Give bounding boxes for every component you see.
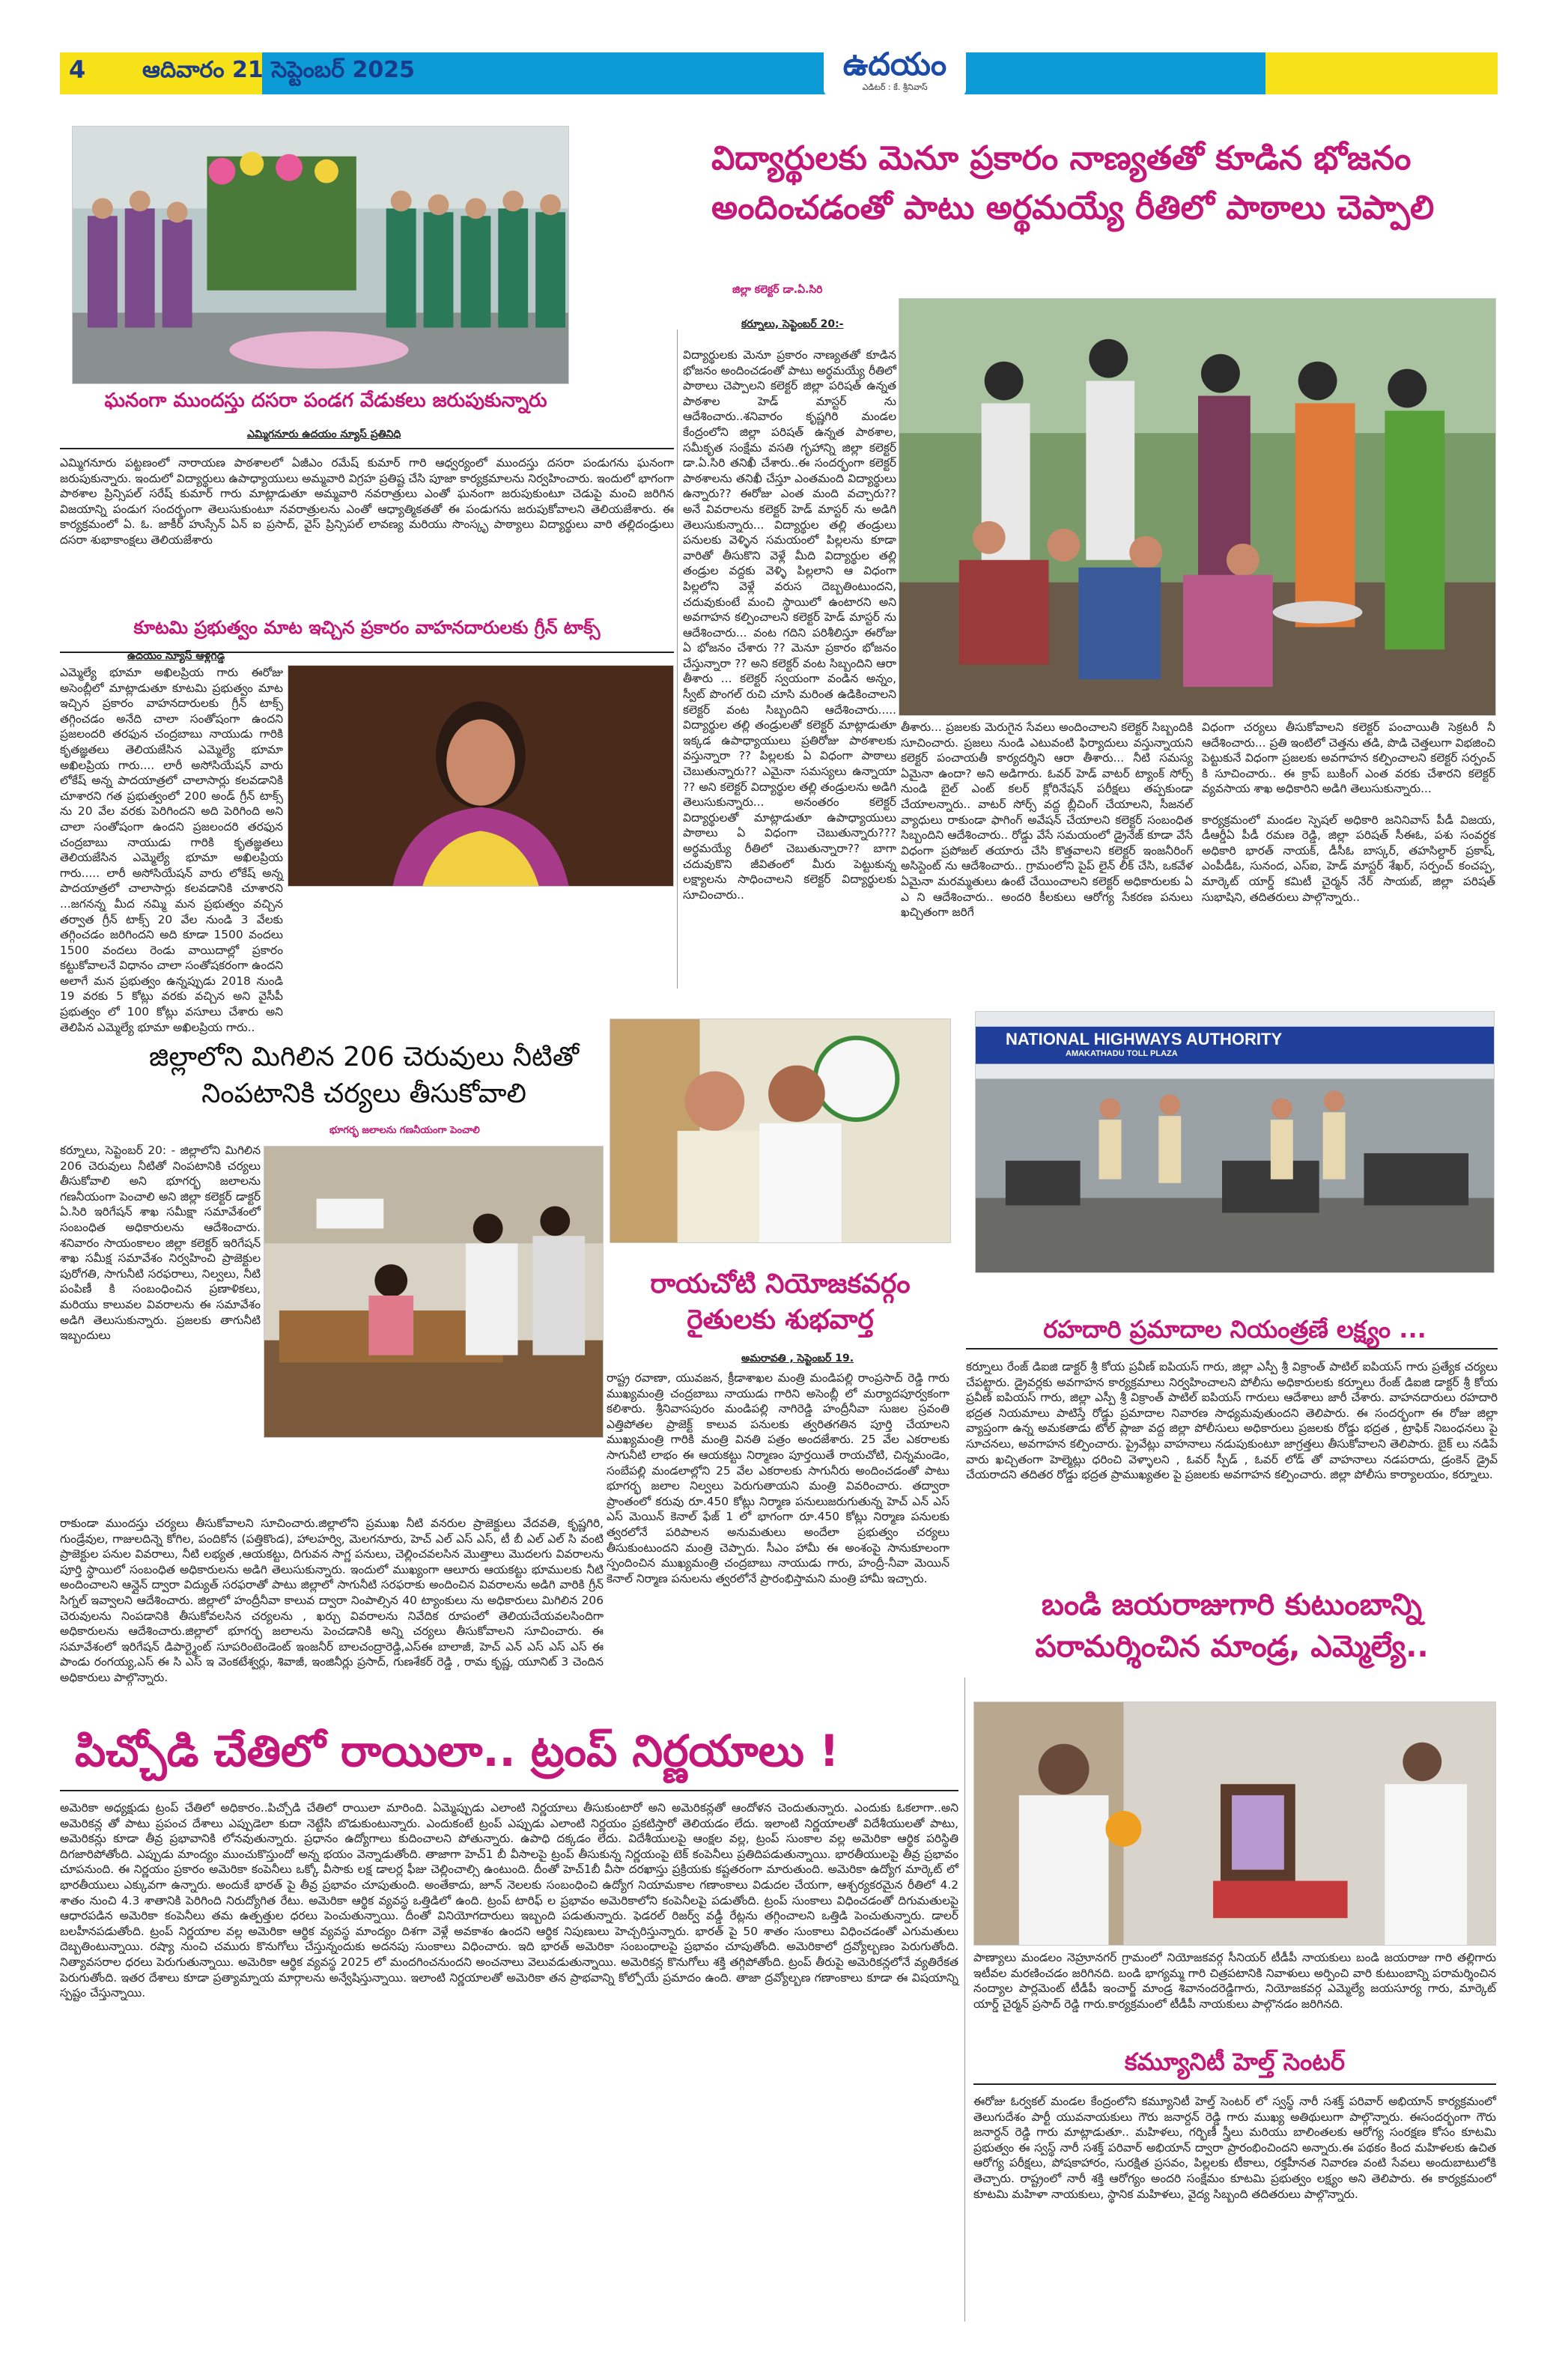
lunch-body-col3: విధంగా చర్యలు తీసుకోవాలని కలెక్టర్ పంచాయితీ సెక్రటరీ నీ ఆదేశించారు... ప్రతి ఇంటిలో చెత్తను తడి, పొడి చెత్తలుగా విభజించి పెట్టుకునే విధంగా ప్రజలకు అవగాహన కల్పించాలని కలెక్టర్ సర్పంచ్ కి సూచించారు.. ఈ క్రాప్ బుకింగ్ ఎంత వరకు చేశారని కలెక్టర్ వ్యవసాయ శాఖ అధికారిని అడిగి తెలుసుకున్నారు... కార్యక్రమంలో మండల స్పెషల్ అధికారి జనినివాస్ పీడీ విజయ, డీఆర్డీఏ పీడీ రమణ రెడ్డి, జిల్లా పరిషత్ సీఈఓ, పశు సంవర్ధక అధికారి భారత్ నాయక్, డీసీఓ బాస్కర్, తహసిల్దార్ ప్రకాష్, ఎంపీడీఓ, సునంద, ఎస్ఐ, హెడ్ మాస్టర్ శేఖర్, సర్పంచ్ కంచప్ప, మార్కెట్ యార్డ్ కమిటీ చైర్మన్ నేర్ సాయబ్, జిల్లా పరిషత్ సుభాషిని, తదితరులు పాల్గొన్నారు..	[1202, 720, 1495, 904]
farmers-photo	[610, 1018, 951, 1243]
tanks-headline-line2: నింపటానికి చర్యలు తీసుకోవాలి	[201, 1078, 526, 1109]
health-body: ఈరోజు ఓర్వకల్ మండల కేంద్రంలోని కమ్యూనిటీ హెల్త్ సెంటర్ లో స్వస్థ్ నారీ సశక్త్ పరివార్ అభియాన్ కార్యక్రమంలో తెలుగుదేశం పార్టీ యువనాయకులు గౌరు జనార్దన్ రెడ్డి గారు ముఖ్య అతిథులుగా పాల్గొన్నారు. ఈసందర్భంగా గౌరు జనార్దన్ రెడ్డి గారు మాట్లాడుతూ.. మహిళలు, గర్భిణీ స్త్రీలు మరియు బాలింతలకు ఆరోగ్య సంరక్షణ కోసం కూటమి ప్రభుత్వం ఈ స్వస్థ్ నారీ సశక్త్ పరివార్ అభియాన్ ద్వారా ప్రారంభించిందని అన్నారు.ఈ పథకం కింద మహిళలకు ఉచిత ఆరోగ్య పరీక్షలు, పోషకాహారం, సురక్షిత ప్రసవం, పిల్లలకు టీకాలు, రక్తహీనత నివారణ వంటి సేవలు అందుబాటులోకి తెచ్చారు. రాష్ట్రంలో నారీ శక్తి ఆరోగ్యం అందరి సంక్షేమం కూటమి ప్రభుత్వం లక్ష్యం అని తెలిపారు. ఈ కార్యక్రమంలో కూటమి మహిళా నాయకులు, స్థానిక మహిళలు, వైద్య సిబ్బంది తదితరులు పాల్గొన్నారు.	[973, 2095, 1496, 2201]
greentax-byline: ఉదయం న్యూస్ ఆళ్లగడ్డ	[127, 650, 225, 662]
divider-bottom-mid	[964, 1678, 965, 2322]
greentax-body-text: ఎమ్మెల్యే భూమా అఖిలప్రియ గారు ఈరోజు అసెంబ్లీలో మాట్లాడుతూ కూటమి ప్రభుత్వం మాట ఇచ్చిన ప్రకారం వాహనదారులకు గ్రీన్ టాక్స్ తగ్గించడం అనేది చాలా సంతోషంగా ఉందని ప్రజలందరి తరఫున చంద్రబాబు నాయుడు గారికి కృతజ్ఞతలు తెలియజేసిన ఎమ్మెల్యే భూమా అఖిలప్రియ గారు.... లారీ అసోసియేషన్ వారు లోకేష్ అన్న పాదయాత్రలో చాలాసార్లు కలవడానికి చూశారని గత ప్రభుత్వంలో 200 అండ్ గ్రీన్ టాక్స్ ను 20 వేల వరకు పెరిగిందని అది పెరిగింది అని చాలా సంతోషంగా ఉందని ప్రజలందరి తరఫున చంద్రబాబు నాయుడు గారికి కృతజ్ఞతలు తెలియజేసిన ఎమ్మెల్యే భూమా అఖిలప్రియ గారు..... లారీ అసోసియేషన్ వారు లోకేష్ అన్న పాదయాత్రలో చాలాసార్లు కలవడానికి చూశారని ...జగనన్న మీద నమ్మి మన ప్రభుత్వం వచ్చిన తర్వాత గ్రీన్ టాక్స్ 20 వేల నుండి 3 వేలకు తగ్గించడం జరిగిందని అది కూడా 1500 వందలు 1500 వందలు రెండు వాయిదాల్లో ప్రకారం కట్టుకోవాలనే విధానం చాలా సంతోషకరంగా ఉందని అలాగే మన ప్రభుత్వం ఉన్నప్పుడు 2018 నుండి 19 వరకు 5 కోట్లు వరకు వచ్చిన అని వైసీపీ ప్రభుత్వం లో 100 కోట్లు వసూలు చేశారు అని తెలిపిన ఎమ్మెల్యే భూమా అఖిలప్రియ గారు..	[60, 666, 283, 1034]
farmers-dateline: అమరావతి , సెప్టెంబర్ 19.	[741, 1352, 854, 1364]
tanks-byline: భూగర్భ జలాలను గణనీయంగా పెంచాలి	[329, 1125, 480, 1136]
lunch-photo-image	[899, 299, 1495, 715]
lunch-body-col2: తీశారు... ప్రజలకు మెరుగైన సేవలు అందించాలని కలెక్టర్ సిబ్బందికి సూచించారు. ప్రజలు నుండి ఎటువంటి ఫిర్యాదులు వస్తున్నాయని కలెక్టర్ పంచాయతీ కార్యదర్శిని ఆరా తీశారు... నీటి సమస్య ఏమైనా ఉందా? అని అడిగారు. ఓవర్ హెడ్ వాటర్ ట్యాంక్ సోర్స్ నుండి బైల్ ఎంట్ కలర్ క్లోరినేషన్ పరీక్షలు తప్పకుండా చేయాలన్నారు.. వాటర్ సోర్స్ వద్ద బ్లీచింగ్ చేయాలని, సీజనల్ వ్యాధులు రాకుండా ఫాగింగ్ అవేషన్ చేయాలని కలెక్టర్ సంబంధిత సిబ్బందిని ఆదేశించారు.. రోడ్డు వేసే సమయంలో డ్రైనేజ్ కూడా వేసే విధంగా ప్రపోజల్ తయారు చేసి కొత్తవాలని కలెక్టర్ ఇంజనీరింగ్ అసిస్టెంట్ ను ఆదేశించారు.. గ్రామంలోని పైప్ లైన్ లీక్ చేసి, ఒకవేళ ఏమైనా మరమ్మతులు ఉంటే చేయించాలని కలెక్టర్ అధికారులకు ఏ ఎ ని ఆదేశించారు.. అందరి కీలకులు ఆరోగ్య సేకరణ పనులు ఖచ్చితంగా జరిగే	[901, 720, 1193, 920]
highway-body: కర్నూలు రేంజ్ డిఐజి డాక్టర్ శ్రీ కోయ ప్రవీణ్ ఐపియస్ గారు, జిల్లా ఎస్పీ శ్రీ విక్రాంత్ పాటిల్ ఐపియస్ గారు ప్రత్యేక చర్యలు చేపట్టారు. డ్రైవర్లకు అవగాహన కార్యక్రమాలు నిర్వహించాలని పోలీసు అధికారులకు కర్నూలు రేంజ్ డిఐజి డాక్టర్ శ్రీ కోయ ప్రవీణ్ ఐపియస్ గారు, జిల్లా ఎస్పీ శ్రీ విక్రాంత్ పాటిల్ ఐపియస్ గారులు ఆదేశాలు జారీ చేశారు. వాహనదారులు రహదారి భద్రత నియమాలు పాటిస్తే రోడ్డు ప్రమాదాల నివారణ సాధ్యమవుతుందని తెలిపారు. ఈ సందర్భంగా ఈ రోజు జిల్లా వ్యాప్తంగా ఉన్న అమకతాడు టోల్ ప్లాజా వద్ద జిల్లా పోలీసులు అధికారులు ప్రజలకు రోడ్డు భద్రత , ట్రాఫిక్ నిబంధనలు పై సూచనలు, అవగాహన కల్పించారు. ప్రైవేట్లు వాహనాలు నడుపుకుంటూ జాగ్రత్తలు తీసుకోవాలని తెలిపారు. బైక్ లు నడిపే వారు ఖచ్చితంగా హెల్మెట్లు ధరించి వెళ్ళాలని , ఓవర్ స్పీడ్ , ఓవర్ లోడ్ తో వాహనాలు నడపరాదు, డ్రంకెన్ డ్రైవ్ చేయరాదని తదితర రోడ్డు భద్రత ప్రాముఖ్యతల పై ప్రజలకు అవగాహన కల్పించారు. జిల్లా పోలీసు కార్యాలయం, కర్నూలు.	[966, 1360, 1498, 1482]
toll-sign-text2: AMAKATHADU TOLL PLAZA	[1066, 1049, 1178, 1058]
trump-headline: పిచ్చోడి చేతిలో రాయిలా.. ట్రంప్ నిర్ణయాలు !	[75, 1725, 839, 1776]
tanks-photo-image	[264, 1147, 603, 1437]
logo-text: ఉదయం	[842, 46, 947, 82]
dasara-headline: ఘనంగా ముందస్తు దసరా పండగ వేడుకలు జరుపుకున్నారు	[104, 389, 547, 412]
condolence-body: పాణ్యాలు మండలం నెహ్రూనగర్ గ్రామంలో నియోజకవర్గ సీనియర్ టీడీపీ నాయకులు బండి జయరాజు గారి తల్లిగారు ఇటీవల మరణించడం జరిగినది. బండి భాగ్యమ్మ గారి చిత్రపటానికి నివాళులు అర్పించి వారి కుటుంబాన్ని పరామర్శించిన నంద్యాల పార్లమెంట్ టీడీపీ ఇంచార్జ్ మాండ్ర శివానందరెడ్డిగారు, నియోజకవర్గ ఎమ్మెల్యే జయసూర్య గారు, మార్కెట్ యార్డ్ చైర్మన్ ప్రసాద్ రెడ్డి గారు.కార్యక్రమంలో టీడీపీ నాయకులు పాల్గొనడం జరిగినది.	[973, 1951, 1496, 2011]
header-right-strip	[1265, 52, 1498, 94]
trump-body: అమెరికా అధ్యక్షుడు ట్రంప్ చేతిలో అధికారం..పిచ్చోడి చేతిలో రాయిలా మారింది. ఏమ్మెప్పుడు ఎలాంటి నిర్ణయాలు తీసుకుంటారో అని అమెరికన్లతో ఆందోళన చెందుతున్నారు. ఎందుకు ఓకలాగా..అని అమెరికన్ల తో పాటు ప్రపంచ దేశాలు ఎప్పుడెలా కుదా నెట్టేసి బొడుకుంటున్నారు. ఎందుకంటే ట్రంప్ ఎప్పుడు ఎలాంటి నిర్ణయం ప్రకటిస్తారో తెలియడం లేదు. ఇలాంటి నిర్ణయాలతో విదేశీయులతో పాటు, అమెరికన్లు కూడా తీవ్ర ప్రభావానికి లోనవుతున్నారు. ప్రధానం ఉద్యోగాలు కుదించాలని పోతున్నారు. ఉపాధి దక్కడం లేదు. విదేశీయులపై ఆంక్షల వల్ల, ట్రంప్ సుంకాల వల్ల అమెరికా ఆర్థిక పరిస్థితి దిగజారిపోతోంది. ఎప్పుడు మాంద్యం ముంచుకొస్తుందో అన్న భయం వెన్నాడుతోంది. తాజాగా హెచ్1 బీ వీసాలపై ట్రంప్ తీసుకున్న నిర్ణయంపై టెక్ కంపెనీలు ప్రతిదిపడుతున్నాయి. భారతీయులపై తీవ్ర ప్రభావం చూపనుంది. ఈ నిర్ణయం ప్రకారం అమెరికా కంపెనీలు ఒక్కో వీసాకు లక్ష డాలర్ల ఫీజు చెల్లించాల్సి ఉంటుంది. దీంతో హెచ్1బీ వీసా దరఖాస్తు ప్రక్రియకు కష్టతరంగా మారుతుంది. అమెరికా ఉద్యోగ మార్కెట్ లో భారతీయులు ఎక్కువగా ఉన్నారు. అందుకే భారత్ పై తీవ్ర ప్రభావం చూపుతుంది. అంతేకాదు, జూన్ నెలలకు సంబంధించి ఉద్యోగ నియామకాల గణాంకాలు విడుదల చేయగా, ఆశ్చర్యకరమైన రీతిలో 4.2 శాతం నుంచి 4.3 శాతానికి పెరిగింది నిరుద్యోగిత రేటు. అమెరికా ఆర్థిక వ్యవస్థ ఒత్తిడిలో ఉంది. ట్రంప్ టారిఫ్ ల ప్రభావం అమెరికాలోని కంపెనీలపై పడుతోంది. ట్రంప్ సుంకాలు విధించడంతో దిగుమతులపై ఆధారపడిన అమెరికా కంపెనీలు తమ ఉత్పత్తుల ధరలు పెంచుతున్నాయి. దీంతో వినియోగదారులు ఇబ్బంది పడుతున్నారు. ఫెడరల్ రిజర్వ్ వడ్డీ రేట్లను తగ్గించాలని ఒత్తిడి పెంచుతున్నారు. డాలర్ బలహీనపడుతోంది. ట్రంప్ నిర్ణయాల వల్ల అమెరికా ఆర్థిక వ్యవస్థ మాంద్యం దిశగా వెళ్లే అవకాశం ఉందని ఆర్థిక నిపుణులు హెచ్చరిస్తున్నారు. భారత్ పై 50 శాతం సుంకాలు విధించడంతో ఎగుమతులు దెబ్బతింటున్నాయి. రష్యా నుంచి చమురు కొనుగోలు చేస్తున్నందుకు అదనపు సుంకాలు విధించారు. ఇది భారత్ అమెరికా సంబంధాలపై ప్రభావం చూపుతోంది. అమెరికాలో ద్రవ్యోల్బణం పెరుగుతోంది. నిత్యావసరాల ధరలు పెరుగుతున్నాయి. అమెరికా ఆర్థిక వ్యవస్థ 2025 లో మందగించనుందని అంచనాలు వెలువడుతున్నాయి. అమెరికన్ల కొనుగోలు శక్తి తగ్గిపోతోంది. ట్రంప్ తీరుపై అమెరికన్లలోనే వ్యతిరేకత పెరుగుతోంది. ఇతర దేశాలు కూడా ప్రత్యామ్నాయ మార్గాలను అన్వేషిస్తున్నాయి. ఇలాంటి నిర్ణయాలతో అమెరికా తన ప్రాభవాన్ని కోల్పోయే ప్రమాదం ఉంది. తాజా ద్రవ్యోల్బణ గణాంకాలు కూడా ఈ విషయాన్ని స్పష్టం చేస్తున్నాయి.	[60, 1801, 958, 2000]
tanks-body-narrow: కర్నూలు, సెప్టెంబర్ 20: - జిల్లాలోని మిగిలిన 206 చెరువులు నీటితో నింపటానికి చర్యలు తీసుకోవాలి అని భూగర్భ జలాలను గణనీయంగా పెంచాలి అని జిల్లా కలెక్టర్ డాక్టర్ ఏ.సిరి ఇరిగేషన్ శాఖ సమీక్షా సమావేశంలో సంబంధిత అధికారులను ఆదేశించారు. శనివారం సాయంకాలం జిల్లా కలెక్టర్ ఇరిగేషన్ శాఖ సమీక్ష సమావేశం నిర్వహించి ప్రాజెక్టుల పురోగతి, సాగునీటి సరఫరాలు, నిల్వలు, నీటి పంపిణీ కి సంబంధించిన ప్రణాళికలు, మరియు కాలువల వివరాలను ఈ సమావేశం అడిగి తెలుసుకున్నారు. ప్రజలకు తాగునీటి ఇబ్బందులు	[60, 1144, 261, 1343]
dasara-photo	[72, 126, 569, 384]
highway-headline: రహదారి ప్రమాదాల నియంత్రణే లక్ష్యం ...	[1043, 1315, 1426, 1344]
trump-rule	[60, 1790, 958, 1791]
dasara-body: ఎమ్మిగనూరు పట్టణంలో నారాయణ పాఠశాలలో ఏజీఎం రమేష్ కుమార్ గారి ఆధ్వర్యంలో ముందస్తు దసరా పండుగను ఘనంగా జరుపుకున్నారు. ఇందులో విద్యార్థులు ఉపాధ్యాయులు అమ్మవారి విగ్రహ ప్రతిష్ట చేసి పూజా కార్యక్రమాలను నిర్వహించారు. ఇందులో భాగంగా పాఠశాల ప్రిన్సిపల్ సరేష్ కుమార్ గారు మాట్లాడుతూ అమ్మవారి నవరాత్రులు ఎంతో ఘనంగా జరుపుకుంటూ చెడుపై మంచి జరిగిన విజయాన్ని పండుగ సందర్భంగా తెలుసుకుంటూ నవరాత్రులను ఎంతో ఆధ్యాత్మికతతో ఈ పండుగను జరుపుకోవాలని తెలియజేశారు. ఈ కార్యక్రమంలో ఏ. ఓ. జాకీర్ హుస్సేన్ ఏన్ ఐ ప్రసాద్, వైస్ ప్రిన్సిపల్ లావణ్య మరియు సొంస్కృ పాఠ్యాలు విద్యార్థులు వారి తల్లిదండ్రులు దసరా శుభాకాంక్షలు తెలియజేశారు	[60, 456, 674, 547]
lunch-body-col1: విద్యార్థులకు మెనూ ప్రకారం నాణ్యతతో కూడిన భోజనం అందించడంతో పాటు అర్థమయ్యే రీతిలో పాఠాలు చెప్పాలని కలెక్టర్ జిల్లా పరిషత్ ఉన్నత పాఠశాల హెడ్ మాస్టర్ ను ఆదేశించారు..శనివారం కృష్ణగిరి మండల కేంద్రంలోని జిల్లా పరిషత్ ఉన్నత పాఠశాల, సమీకృత సంక్షేమ వసతి గృహాన్ని జిల్లా కలెక్టర్ డా.ఏ.సిరి తనిఖీ చేశారు..ఈ సందర్భంగా కలెక్టర్ పాఠశాలను తనిఖీ చేస్తూ ఎంతమంది విద్యార్థులు ఉన్నారు?? ఈరోజు ఎంత మంది వచ్చారు?? అనే వివరాలను కలెక్టర్ హెడ్ మాస్టర్ ను అడిగి తెలుసుకున్నారు... విద్యార్థుల తల్లి తండ్రులు పనులకు వెళ్ళిన సమయంలో పిల్లలను కూడా వారితో తీసుకొని వెళ్లే మీది విద్యార్థుల తల్లి తండ్రుల వద్దకు వెళ్ళి పిల్లలాని ఆ విధంగా పిల్లలోని వెళ్లే వరుస దెబ్బతింటుందని, చదువుకుంటే మంచి స్థాయిలో ఉంటారని అని అవగాహన కల్పించాలని కలెక్టర్ హెడ్ మాస్టర్ ను ఆదేశించారు... వంట గదిని పరిశీలిస్తూ ఈరోజు ఏ భోజనం చేశారు ?? మెనూ ప్రకారం భోజనం చేస్తున్నారా ?? అని కలెక్టర్ వంట సిబ్బందిని ఆరా తీశారు ... కలెక్టర్ స్వయంగా వండిన అన్నం, స్వీట్ పొంగల్ రుచి చూసి మరింత ఉడికించాలని కలెక్టర్ వంట సిబ్బందిని ఆదేశించారు..... విద్యార్థుల తల్లి తండ్రులతో కలెక్టర్ మాట్లాడుతూ ఇక్కడ ఉపాధ్యాయులు ప్రతిరోజు పాఠశాలకు వస్తున్నారా ?? పిల్లలకు ఏ విధంగా పాఠాలు చెబుతున్నారు?? ఎమైనా సమస్యలు ఉన్నాయా ?? అని కలెక్టర్ విద్యార్థుల తల్లి తండ్రులను అడిగి తెలుసుకున్నారు... అనంతరం కలెక్టర్ విద్యార్థులతో మాట్లాడుతూ ఉపాధ్యాయులు పాఠాలు ఏ విధంగా చెబుతున్నారు??? అర్థమయ్యే రీతిలో చెబుతున్నారా?? బాగా చదువుకొని జీవితంలో మీరు పెట్టుకున్న లక్ష్యాలను సాధించాలని కలెక్టర్ విద్యార్థులకు సూచించారు..	[683, 348, 896, 902]
condolence-headline-line2: పరామర్శించిన మాండ్ర, ఎమ్మెల్యే..	[1035, 1630, 1429, 1664]
tanks-photo	[264, 1146, 604, 1438]
highway-photo	[975, 1011, 1495, 1273]
lunch-headline-line2: అందించడంతో పాటు అర్థమయ్యే రీతిలో పాఠాలు చెప్పాలి	[711, 189, 1435, 227]
farmers-body: రాష్ట్ర రవాణా, యువజన, క్రీడాశాఖల మంత్రి మండిపల్లి రాంప్రసాద్ రెడ్డి గారు ముఖ్యమంత్రి చంద్రబాబు నాయుడు గారిని అసెంబ్లీ లో మర్యాదపూర్వకంగా కలిశారు. శ్రీనివాసపురం మండిపల్లి నాగిరెడ్డి హంద్రీనీవా సుజల స్రవంతి ఎత్తిపోతల ప్రాజెక్ట్ కాలువ పనులకు త్వరితగతిన పూర్తి చేయాలని ముఖ్యమంత్రి గారికి మంత్రి వినతి పత్రం అందజేశారు. 25 వేల ఎకరాలకు సాగునీటి లాభం ఈ ఆయకట్టు నిర్మాణం పూర్తయితే రాయచోటి, చిన్నమండెం, సంబేపల్లి మండలాల్లోని 25 వేల ఎకరాలకు సాగునీరు అందించడంతో పాటు భూగర్భ జలాల నిల్వలు పెరుగుతాయని మంత్రి వివరించారు. తద్వారా ప్రాంతంలో కరువు రూ.450 కోట్లు నిర్మాణ పనులుజరుగుతున్న హెచ్ ఎన్ ఎస్ ఎస్ మెయిన్ కెనాల్ ఫేజ్ 1 లో భాగంగా రూ.450 కోట్లు నిర్మాణ పనులకు త్వరలోనే పరిపాలన అనుమతులు అందేలా ప్రభుత్వం చర్యలు తీసుకుంటుందని మంత్రి చెప్పారు. సీఎం హామీ ఈ అంశంపై సానుకూలంగా స్పందించిన ముఖ్యమంత్రి చంద్రబాబు నాయుడు గారు, హంద్రీ-నీవా మెయిన్ కెనాల్ నిర్మాణ పనులను త్వరలోనే ప్రారంభిస్తామని మంత్రి హామీ ఇచ్చారు.	[607, 1371, 949, 1585]
farmers-photo-image	[610, 1019, 950, 1242]
masthead-logo	[824, 46, 966, 96]
greentax-photo	[288, 665, 674, 887]
greentax-body-narrow	[60, 665, 283, 1034]
lunch-photo	[899, 298, 1496, 716]
lunch-headline-line1: విద్యార్థులకు మెనూ ప్రకారం నాణ్యతతో కూడిన భోజనం	[711, 139, 1411, 177]
condolence-photo	[973, 1701, 1496, 1946]
tanks-headline-line1: జిల్లాలోని మిగిలిన 206 చెరువులు నీటితో	[149, 1042, 579, 1072]
lunch-byline: జిల్లా కలెక్టర్ డా.ఏ.సిరి	[732, 284, 823, 296]
greentax-headline: కూటమి ప్రభుత్వం మాట ఇచ్చిన ప్రకారం వాహనదారులకు గ్రీన్ టాక్స్	[133, 617, 601, 638]
tanks-body-wide: రాకుండా ముందస్తు చర్యలు తీసుకోవాలని సూచించారు.జిల్లాలోని ప్రముఖ నీటి వనరుల ప్రాజెక్టులు వేదవతి, కృష్ణగిరి, గుండ్రేవుల, గాజులదిన్నె కోగిల, పందికోన (పత్తికొండ), హాలహర్వి, మెలగనూరు, హెచ్ ఎల్ ఎస్ ఎస్, టీ బీ ఎల్ ఎల్ సి వంటి ప్రాజెక్టుల పనుల వివరాలు, నీటి లభ్యత ,ఆయకట్టు, దిగువన సాగ్ణ పనులు, చెల్లించవలసిన మొత్తాలు మొదలగు వివరాలను పూర్తి స్థాయిలో సంబంధిత అధికారులను అడిగి తెలుసుకున్నారు. ఇందులో ముఖ్యంగా ఆలూరు ఆయకట్టు భూములకు నీటి అందించాలని ఆన్లైన్ ద్వారా విద్యుత్ సరఫరాతో పాటు జిల్లాలో సాగునీటి సరఫరాకు అందించిన వివరాలను అడిగి వారికి గ్రీన్ సిగ్నల్ ఇవ్వాలని ఆదేశించారు. జిల్లాలో హంద్రీనీవా కాలువ ద్వారా నింపాల్సిన 40 ట్యాంకులు ను అధికారులు మిగిలిన 206 చెరువులను నింపడానికి తీసుకోవలసిన చర్యలను , ఖర్చు వివరాలను నివేదిక రూపంలో తెలియచేయవలసిందిగా అధికారులను ఆదేశించారు.జిల్లాలో భూగర్భ జలాలను పెంచడానికి అన్ని చర్యలు తీసుకోవాలని సూచించారు. ఈ సమావేశంలో ఇరిగేషన్ డిపార్ట్మెంట్ సూపరింటెండెంట్ ఇంజనీర్ బాలచంద్రారెడ్డి,ఎస్ఈ బాలాజీ, హెచ్ ఎన్ ఎస్ ఎస్ ఎస్ ఈ పాండు రంగయ్య,ఎస్ ఈ సి ఎస్ ఇ వెంకటేశ్వర్లు, శివాజీ, ఇంజినీర్లు ప్రసాద్, గుణశేకర్ రెడ్డి , రామ కృష్ణ, యూనిట్ 3 చెందిన అధికారులు పాల్గొన్నారు.	[60, 1517, 604, 1684]
greentax-photo-image	[288, 666, 673, 886]
condolence-headline-line1: బండి జయరాజుగారి కుటుంబాన్ని	[1041, 1588, 1423, 1622]
dasara-byline: ఎమ్మిగనూరు ఉదయం న్యూస్ ప్రతినిధి	[247, 428, 401, 440]
logo-tagline: ఎడిటర్ : కే. శ్రీనివాస్	[862, 82, 928, 92]
dasara-photo-image	[73, 127, 568, 383]
farmers-headline-line2: రైతులకు శుభవార్త	[687, 1305, 874, 1335]
divider-left	[677, 330, 678, 989]
highway-photo-image	[976, 1012, 1494, 1272]
header-date: ఆదివారం 21 సెప్టెంబర్ 2025	[142, 57, 416, 83]
farmers-headline-line1: రాయచోటి నియోజకవర్గం	[650, 1269, 911, 1299]
health-rule	[973, 2083, 1496, 2085]
page-number: 4	[69, 55, 86, 84]
highway-rule	[966, 1348, 1498, 1350]
health-headline: కమ్యూనిటీ హెల్త్ సెంటర్	[1124, 2047, 1346, 2076]
condolence-photo-image	[974, 1702, 1495, 1945]
lunch-dateline: కర్నూలు, సెప్టెంబర్ 20:-	[741, 318, 844, 330]
toll-sign-text: NATIONAL HIGHWAYS AUTHORITY	[1006, 1030, 1283, 1048]
dasara-rule	[60, 448, 674, 449]
